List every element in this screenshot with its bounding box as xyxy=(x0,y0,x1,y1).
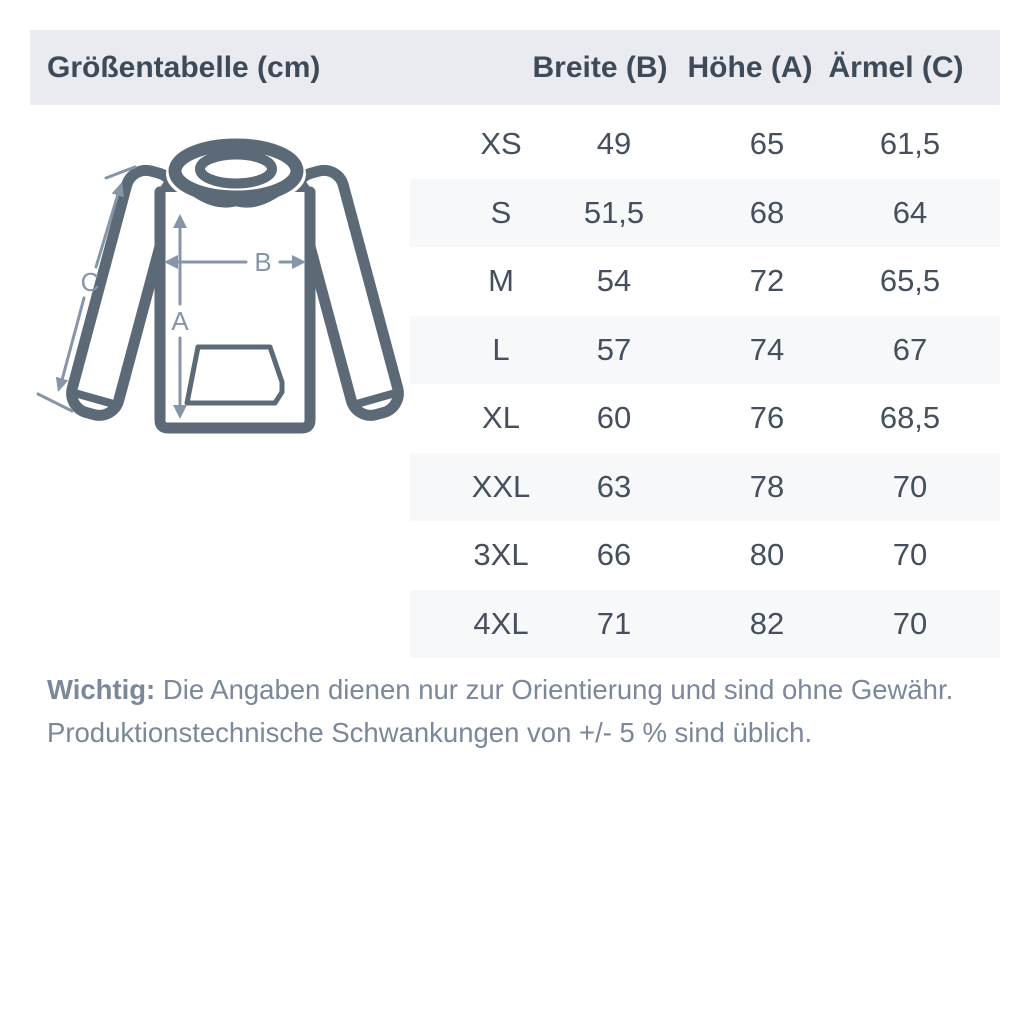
dimension-label-a: A xyxy=(171,306,189,336)
column-header-hoehe: Höhe (A) xyxy=(687,51,813,84)
page-title: Größentabelle (cm) xyxy=(47,51,321,84)
size-table xyxy=(410,110,1000,658)
breite-value: 49 xyxy=(596,126,632,161)
aermel-value: 65,5 xyxy=(879,263,941,298)
size-label: XXL xyxy=(471,468,531,504)
hoodie-illustration xyxy=(30,120,430,450)
table-header-band xyxy=(30,30,1000,105)
table-row xyxy=(410,521,1000,590)
disclaimer-label: Wichtig: xyxy=(47,674,156,705)
hoehe-value: 72 xyxy=(749,263,785,298)
dimension-label-b: B xyxy=(254,247,272,277)
hoodie-measurement-diagram xyxy=(30,120,430,450)
hoodie-pocket xyxy=(187,347,282,403)
hoehe-value: 78 xyxy=(749,468,785,504)
aermel-value: 70 xyxy=(892,605,928,641)
aermel-value: 70 xyxy=(892,468,928,504)
size-label: 3XL xyxy=(473,537,529,572)
breite-value: 54 xyxy=(596,263,632,298)
hoehe-value: 65 xyxy=(749,126,785,161)
size-label: XS xyxy=(480,126,522,161)
hoehe-value: 76 xyxy=(749,400,785,435)
table-row xyxy=(410,247,1000,316)
size-label: 4XL xyxy=(473,605,529,641)
disclaimer-line1: Die Angaben dienen nur zur Orientierung und sind ohne Gewähr. xyxy=(162,674,954,705)
aermel-value: 67 xyxy=(892,331,928,367)
column-header-aermel: Ärmel (C) xyxy=(828,51,964,84)
table-row xyxy=(410,316,1000,385)
size-label: M xyxy=(488,263,514,298)
disclaimer-line2: Produktionstechnische Schwankungen von +/- 5 % sind üblich. xyxy=(47,717,813,748)
size-label: L xyxy=(492,331,510,367)
breite-value: 60 xyxy=(596,400,632,435)
hoehe-value: 74 xyxy=(749,331,785,367)
hood-inner-ring xyxy=(200,155,272,184)
table-row xyxy=(410,590,1000,659)
aermel-value: 61,5 xyxy=(879,126,941,161)
hoehe-value: 68 xyxy=(749,194,785,230)
disclaimer-note xyxy=(47,668,977,754)
hoehe-value: 82 xyxy=(749,605,785,641)
size-label: XL xyxy=(482,400,520,435)
size-label: S xyxy=(490,194,512,230)
breite-value: 51,5 xyxy=(583,194,645,230)
aermel-value: 68,5 xyxy=(879,400,941,435)
breite-value: 57 xyxy=(596,331,632,367)
column-header-breite: Breite (B) xyxy=(532,51,668,84)
table-row xyxy=(410,179,1000,248)
breite-value: 71 xyxy=(596,605,632,641)
table-row xyxy=(410,384,1000,453)
aermel-value: 70 xyxy=(892,537,928,572)
table-row xyxy=(410,453,1000,522)
table-row xyxy=(410,110,1000,179)
aermel-value: 64 xyxy=(892,194,928,230)
dimension-label-c: C xyxy=(80,267,100,297)
breite-value: 66 xyxy=(596,537,632,572)
hoehe-value: 80 xyxy=(749,537,785,572)
breite-value: 63 xyxy=(596,468,632,504)
